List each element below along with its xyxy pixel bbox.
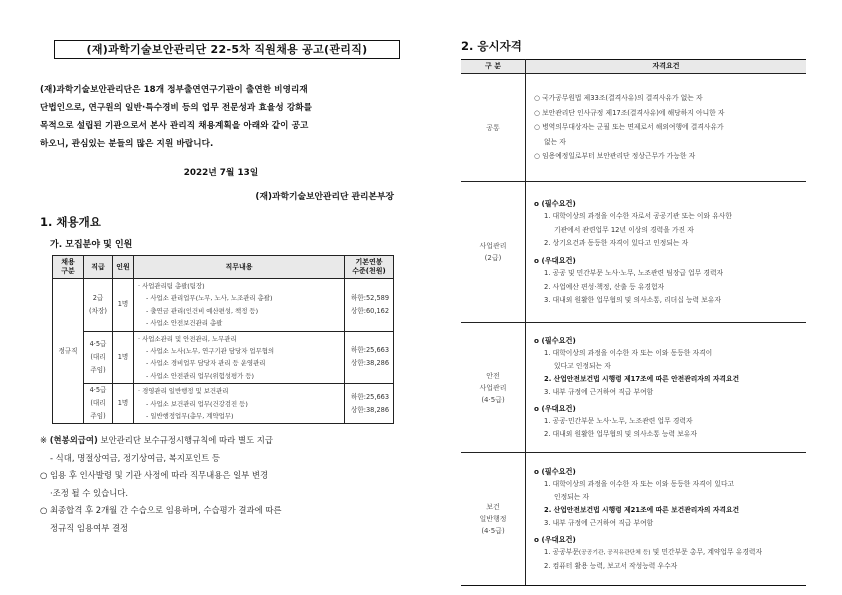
- preferred-label: o (우대요건): [534, 255, 576, 265]
- note-item: ○ 임용 후 인사발령 및 기관 사정에 따라 직무내용은 일부 변경: [40, 470, 269, 481]
- duty-line: - 출연금 관리(인건비 예산편성, 책정 등): [146, 306, 259, 315]
- requirement-line: 3. 대내외 원활한 업무협의 및 의사소통, 리더십 능력 보유자: [544, 296, 721, 304]
- requirement-line: ○ 병역의무대상자는 군필 또는 면제로서 해외여행에 결격사유가: [534, 123, 724, 132]
- note-item: ○ 최종합격 후 2개월 간 수습으로 임용하며, 수습평가 결과에 따른: [40, 505, 282, 516]
- salary-cell: [345, 279, 394, 332]
- requirement-line: 2. 사업예산 편성·책정, 산출 등 유경험자: [544, 282, 665, 291]
- preferred-label: o (우대요건): [534, 404, 576, 413]
- requirement-line: 3. 내부 규정에 근거하여 직급 부여함: [544, 388, 654, 396]
- note-bold: (현봉외급여): [49, 435, 98, 446]
- duty-line: - 사업소 안전관리 업무(위험성평가 등): [146, 371, 255, 380]
- note-text: 보안관리단 보수규정시행규칙에 따라 별도 지급: [97, 435, 273, 446]
- preferred-label: o (우대요건): [534, 535, 576, 544]
- header-cell: 자격요건: [526, 60, 807, 74]
- requirement-line: 없는 자: [544, 137, 566, 146]
- salary-max: 상한:38,286: [351, 359, 390, 368]
- duty-line: - 사업소 관리업무(노무, 노사, 노조관리 총괄): [146, 294, 273, 303]
- requirement-line: ○ 국가공무원법 제33조(결격사유)의 결격사유가 없는 자: [534, 94, 703, 103]
- headcount: 1명: [113, 331, 134, 384]
- grade-text: (차장): [89, 306, 107, 315]
- grade-cell: [84, 331, 113, 384]
- category-cell: 공통: [461, 74, 526, 182]
- grade-text: 2급: [92, 293, 104, 302]
- duty-line: - 사업소 경비업무 담당자 관리 등 운영관리: [146, 359, 266, 368]
- duty-cell: [134, 279, 345, 332]
- table-header-row: [461, 60, 806, 74]
- qualification-table: [461, 59, 806, 586]
- requirement-line: 2. 컴퓨터 활용 능력, 보고서 작성능력 우수자: [544, 562, 678, 570]
- header-cell: 채용 구분: [53, 256, 84, 279]
- section-heading: 2. 응시자격: [461, 39, 522, 53]
- salary-min: 하한:25,663: [351, 346, 390, 355]
- requirement-line: ○ 임용예정일로부터 보안관리단 정상근무가 가능한 자: [534, 152, 696, 161]
- grade-cell: [84, 279, 113, 332]
- note-text: 정규직 임용여부 결정: [50, 522, 129, 533]
- required-label: o (필수요건): [534, 198, 576, 208]
- requirement-cell: [526, 74, 807, 182]
- requirement-line: 인정되는 자: [554, 493, 589, 501]
- notes: [40, 432, 402, 537]
- category-text: (2급): [484, 254, 502, 262]
- table-row: [461, 453, 806, 586]
- intro-line: (재)과학기술보안관리단은 18개 정부출연연구기관이 출연한 비영리재: [40, 85, 308, 95]
- header-cell: 기본연봉 수준(천원): [345, 256, 394, 279]
- requirement-line: 기관에서 관련업무 12년 이상의 경력을 가진 자: [554, 225, 694, 234]
- category-text: 사업관리: [479, 383, 507, 392]
- header-cell: 구 분: [461, 60, 526, 74]
- duty-line: · 사업관리팀 총괄(팀장): [138, 282, 205, 290]
- requirement-line: ○ 보안관리단 인사규정 제17조(결격사유)에 해당하지 아니한 자: [534, 108, 725, 117]
- category-text: 사업관리: [479, 242, 507, 250]
- announcement-date: 2022년 7월 13일: [183, 168, 259, 178]
- grade-text: (대리: [90, 352, 106, 361]
- requirement-line: 1. 대학이상의 과정을 이수한 자 또는 이와 동등한 자격이 있다고: [544, 480, 735, 488]
- requirement-line: 1. 공공·민간부문 노사·노무, 노조관련 업무 경력자: [544, 417, 693, 425]
- required-label: o (필수요건): [534, 336, 576, 345]
- category-cell: [461, 182, 526, 323]
- category-text: (4·5급): [481, 395, 505, 404]
- duty-cell: [134, 384, 345, 424]
- left-column: [40, 40, 402, 537]
- requirement-line: 1. 대학이상의 과정을 이수한 자로서 공공기관 또는 이와 유사한: [544, 212, 732, 220]
- salary-max: 상한:60,162: [351, 306, 390, 315]
- requirement-cell: [526, 182, 807, 323]
- requirement-cell: [526, 323, 807, 453]
- grade-text: (대리: [90, 399, 106, 408]
- header-cell: 직급: [84, 256, 113, 279]
- table-row: [461, 182, 806, 323]
- requirement-line: 2. 산업안전보건법 시행령 제17조에 따른 안전관리자의 자격요건: [544, 375, 740, 383]
- category-text: 일반행정: [479, 515, 507, 523]
- requirement-line: 1. 대학이상의 과정을 이수한 자 또는 이와 동등한 자격이: [544, 349, 713, 357]
- table-row: [461, 323, 806, 453]
- category-text: 보건: [486, 503, 500, 511]
- grade-text: 4·5급: [89, 339, 107, 348]
- grade-text: 주임): [90, 412, 106, 421]
- subsection-heading: 가. 모집분야 및 인원: [50, 240, 133, 250]
- table-row: [461, 74, 806, 182]
- table-header-row: [53, 256, 394, 279]
- salary-min: 하한:52,589: [351, 293, 390, 302]
- note-text: - 식대, 명절상여금, 정기상여금, 복지포인트 등: [50, 452, 220, 463]
- required-label: o (필수요건): [534, 467, 576, 476]
- intro-line: 목적으로 설립된 기관으로서 본사 관리직 채용계획을 아래와 같이 공고: [40, 121, 309, 131]
- requirement-line: 2. 대내외 원활한 업무협의 및 의사소통 능력 보유자: [544, 430, 697, 438]
- category-text: 안전: [486, 371, 500, 380]
- requirement-line: 2. 상기요건과 동등한 자격이 있다고 인정되는 자: [544, 239, 689, 247]
- duty-cell: [134, 331, 345, 384]
- duty-line: - 사업소 보건관리 업무(건강검진 등): [146, 399, 248, 408]
- header-cell: 직무내용: [134, 256, 345, 279]
- salary-cell: [345, 331, 394, 384]
- duty-line: · 경영관리 일반행정 및 보건관리: [138, 387, 229, 396]
- duty-line: - 사업소 노사(노무, 연구기관 담당자 업무협의: [146, 347, 275, 356]
- right-column: [461, 38, 806, 586]
- salary-max: 상한:38,286: [351, 405, 390, 414]
- table-row: [53, 279, 394, 332]
- grade-cell: [84, 384, 113, 424]
- requirement-line: 3. 내부 규정에 근거하여 직급 부여함: [544, 519, 654, 527]
- requirement-line: [534, 546, 800, 560]
- requirement-cell: [526, 453, 807, 586]
- salary-cell: [345, 384, 394, 424]
- issuer: (재)과학기술보안관리단 관리본부장: [255, 192, 394, 202]
- headcount: 1명: [113, 384, 134, 424]
- intro-line: 단법인으로, 연구원의 일반·특수경비 등의 업무 전문성과 효율성 강화를: [40, 103, 313, 113]
- intro-line: 하오니, 관심있는 분들의 많은 지원 바랍니다.: [40, 139, 214, 149]
- grade-text: 4·5급: [89, 386, 107, 395]
- requirement-note: (공공기관, 공직유관단체 등): [578, 550, 651, 556]
- salary-min: 하한:25,663: [351, 392, 390, 401]
- intro-paragraph: [40, 81, 402, 153]
- recruitment-table: [52, 255, 394, 424]
- page-title: (재)과학기술보안관리단 22-5차 직원채용 공고(관리직): [54, 40, 400, 59]
- table-row: [53, 384, 394, 424]
- duty-line: · 사업소관리 및 안전관리, 노무관리: [138, 334, 237, 343]
- employment-type: 정규직: [53, 279, 84, 424]
- headcount: 1명: [113, 279, 134, 332]
- duty-line: - 일반행정업무(총무, 계약업무): [146, 412, 234, 421]
- requirement-line: 1. 공공 및 민간부문 노사·노무, 노조관련 팀장급 업무 경력자: [544, 269, 724, 277]
- section-heading: 1. 채용개요: [40, 215, 101, 229]
- requirement-text: 및 민간부문 총무, 계약업무 유경력자: [650, 548, 763, 556]
- requirement-text: 1. 공공부문: [544, 548, 579, 556]
- category-cell: [461, 323, 526, 453]
- category-text: (4·5급): [481, 527, 505, 535]
- header-cell: 인원: [113, 256, 134, 279]
- note-text: ·조정 될 수 있습니다.: [50, 487, 129, 498]
- table-row: [53, 331, 394, 384]
- category-cell: [461, 453, 526, 586]
- note-mark: ※: [40, 435, 48, 446]
- grade-text: 주임): [90, 365, 106, 374]
- note-item: [40, 432, 402, 450]
- requirement-line: 있다고 인정되는 자: [554, 362, 611, 370]
- duty-line: - 사업소 안전보건관리 총괄: [146, 319, 223, 328]
- requirement-line: 2. 산업안전보건법 시행령 제21조에 따른 보건관리자의 자격요건: [544, 506, 740, 514]
